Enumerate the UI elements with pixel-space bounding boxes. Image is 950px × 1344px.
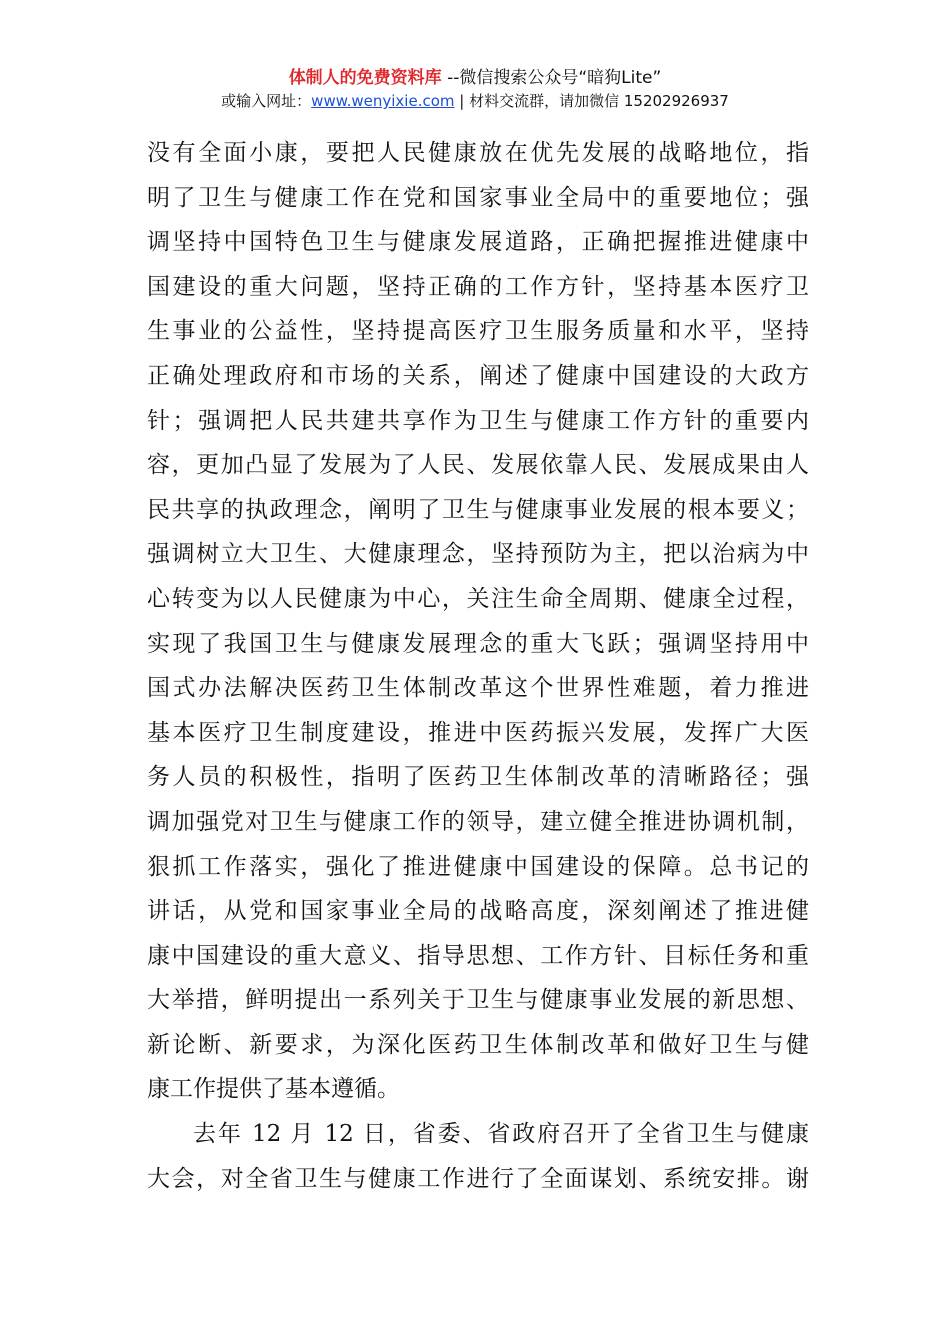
text-line: 针；强调把人民共建共享作为卫生与健康工作方针的重要内 xyxy=(147,407,809,434)
text-line: 狠抓工作落实，强化了推进健康中国建设的保障。总书记的 xyxy=(147,853,809,880)
text-line: 明了卫生与健康工作在党和国家事业全局中的重要地位；强 xyxy=(147,184,809,211)
text-line: 康中国建设的重大意义、指导思想、工作方针、目标任务和重 xyxy=(147,942,809,969)
url-prefix: 或输入网址： xyxy=(221,92,312,110)
text-line: 强调树立大卫生、大健康理念，坚持预防为主，把以治病为中 xyxy=(147,541,809,568)
text-line: 心转变为以人民健康为中心，关注生命全周期、健康全过程， xyxy=(147,585,809,612)
text-line: 实现了我国卫生与健康发展理念的重大飞跃；强调坚持用中 xyxy=(147,630,809,657)
page-header xyxy=(0,66,950,112)
header-promo-line xyxy=(0,66,950,90)
paragraph-first-line: 去年 12 月 12 日，省委、省政府召开了全省卫生与健康 xyxy=(193,1121,809,1148)
text-line: 基本医疗卫生制度建设，推进中医药振兴发展，发挥广大医 xyxy=(147,719,809,746)
website-link[interactable]: www.wenyixie.com xyxy=(311,92,455,110)
text-line: 生事业的公益性，坚持提高医疗卫生服务质量和水平，坚持 xyxy=(147,318,809,345)
text-line: 大举措，鲜明提出一系列关于卫生与健康事业发展的新思想、 xyxy=(147,987,809,1014)
text-line: 调加强党对卫生与健康工作的领导，建立健全推进协调机制， xyxy=(147,808,809,835)
brand-title: 体制人的免费资料库 xyxy=(288,68,442,88)
paragraph-end-line: 康工作提供了基本遵循。 xyxy=(147,1076,400,1103)
text-line: 国式办法解决医药卫生体制改革这个世界性难题，着力推进 xyxy=(147,675,809,702)
text-line: 讲话，从党和国家事业全局的战略高度，深刻阐述了推进健 xyxy=(147,898,809,925)
text-line: 国建设的重大问题，坚持正确的工作方针，坚持基本医疗卫 xyxy=(147,273,809,300)
text-line: 新论断、新要求，为深化医药卫生体制改革和做好卫生与健 xyxy=(147,1031,809,1058)
header-tagline: --微信搜索公众号“暗狗Lite” xyxy=(441,68,662,88)
document-body xyxy=(147,131,809,1201)
text-line: 务人员的积极性，指明了医药卫生体制改革的清晰路径；强 xyxy=(147,764,809,791)
text-line: 调坚持中国特色卫生与健康发展道路，正确把握推进健康中 xyxy=(147,229,809,256)
text-line: 民共享的执政理念，阐明了卫生与健康事业发展的根本要义； xyxy=(147,496,809,523)
header-contact-line xyxy=(0,90,950,112)
contact-info: | 材料交流群，请加微信 15202926937 xyxy=(454,92,729,110)
text-line: 容，更加凸显了发展为了人民、发展依靠人民、发展成果由人 xyxy=(147,452,809,479)
text-line: 没有全面小康，要把人民健康放在优先发展的战略地位，指 xyxy=(147,140,809,166)
text-line: 大会，对全省卫生与健康工作进行了全面谋划、系统安排。谢 xyxy=(147,1165,809,1192)
text-line: 正确处理政府和市场的关系，阐述了健康中国建设的大政方 xyxy=(147,362,809,389)
